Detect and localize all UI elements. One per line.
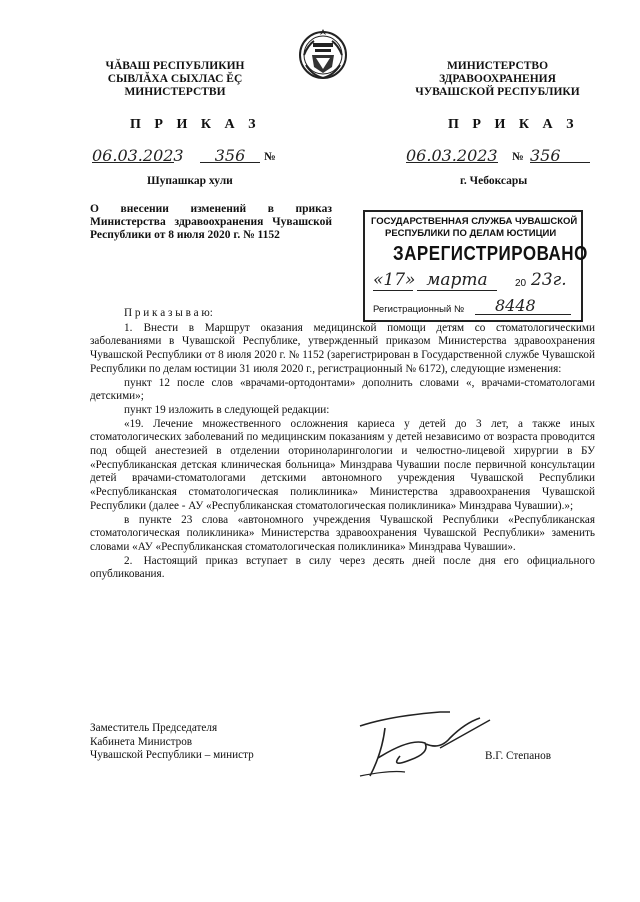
stamp-day: «17» — [373, 270, 416, 290]
signatory-position — [90, 722, 254, 763]
date-right: 06.03.2023 — [406, 146, 498, 165]
stamp-line-2: РЕСПУБЛИКИ ПО ДЕЛАМ ЮСТИЦИИ — [385, 228, 557, 239]
paragraph-2: пункт 12 после слов «врачами-ортодонтами» дополнить словами «, врачами-стоматологами детскими»; — [90, 376, 595, 403]
header-left-line-1: ЧĂВАШ РЕСПУБЛИКИН — [105, 60, 245, 72]
date-left-line — [92, 146, 184, 165]
header-right-line-3: ЧУВАШСКОЙ РЕСПУБЛИКИ — [415, 86, 580, 98]
handwritten-signature — [330, 698, 530, 783]
prikaz-title-right: П Р И К А З — [448, 117, 579, 132]
signatory-name: В.Г. Степанов — [485, 750, 552, 762]
header-left-line-3: МИНИСТЕРСТВИ — [124, 86, 226, 98]
header-right-line-1: МИНИСТЕРСТВО — [446, 60, 549, 72]
date-right-line — [406, 146, 498, 163]
number-right: 356 — [530, 146, 561, 165]
stamp-year-suffix: 23г. — [531, 270, 567, 290]
stamp-line-1: ГОСУДАРСТВЕННАЯ СЛУЖБА ЧУВАШСКОЙ — [371, 216, 578, 227]
header-right — [410, 60, 585, 99]
signatory-line-3: Чувашской Республики – министр — [90, 749, 254, 762]
signatory-line-2: Кабинета Министров — [90, 735, 193, 748]
document-body — [90, 307, 595, 582]
stamp-month: марта — [417, 270, 497, 291]
stamp-title: ЗАРЕГИСТРИРОВАНО — [393, 242, 588, 265]
paragraph-5: в пункте 23 слова «автономного учреждения Чувашской Республики «Республиканская стоматологическая поликлиника» Министерства здравоохранения Чувашской Республики» заменить словами «АУ «Республиканская стоматологическая поликлиника» Минздрава Чувашии». — [90, 513, 595, 553]
paragraph-3: пункт 19 изложить в следующей редакции: — [124, 403, 330, 416]
city-left: Шупашкар хули — [147, 175, 233, 187]
header-left — [95, 60, 255, 99]
paragraph-6: 2. Настоящий приказ вступает в силу через десять дней после дня его официального опубликования. — [90, 554, 595, 581]
stamp-reg-label: Регистрационный № — [373, 304, 465, 315]
header-left-line-2: СЫВЛĂХА СЫХЛАС ĔÇ — [107, 73, 243, 85]
date-left: 06.03.2023 — [92, 146, 184, 165]
registration-stamp — [363, 210, 588, 322]
number-right-line — [530, 146, 590, 163]
paragraph-1: 1. Внести в Маршрут оказания медицинской помощи детям со стоматологическими заболеваниями в Чувашской Республике, утвержденный приказом Министерства здравоохранения Чувашской Республики от 8 июля 2020 г. № 1152 (зарегистрирован в Государственной службе Чувашской Республики по делам юстиции 31 июля 2020 г., регистрационный № 6172), следующие изменения: — [90, 321, 595, 375]
signatory-line-1: Заместитель Председателя — [90, 722, 218, 734]
document-subject: О внесении изменений в приказ Министерства здравоохранения Чувашской Республики от 8 июля 2020 г. № 1152 — [90, 203, 332, 241]
prikazyvayu: П р и к а з ы в а ю: — [124, 307, 213, 319]
city-right: г. Чебоксары — [460, 175, 528, 187]
paragraph-4: «19. Лечение множественного осложнения кариеса у детей до 3 лет, а также иных стоматологических заболеваний по медицинским показаниям у детей независимо от возраста проводится под общей анестезией в отделении оториноларингологии и челюстно-лицевой хирургии в БУ «Республиканская детская клиническая больница» Минздрава Чувашии после первичной консультации детей врачами-стоматологами детскими автономного учреждения Чувашской Республики «Республиканская стоматологическая поликлиника» Министерства здравоохранения Чувашской Республики (далее - АУ «Республиканская стоматологическая поликлиника» Минздрава Чувашии).»; — [90, 417, 595, 512]
number-left-line — [200, 146, 260, 163]
stamp-year-prefix: 20 — [515, 278, 527, 289]
coat-of-arms-emblem — [298, 25, 348, 85]
stamp-reg-number: 8448 — [495, 296, 536, 315]
num-sign-left: № — [264, 151, 276, 163]
num-sign-right: № — [512, 151, 524, 163]
number-left: 356 — [214, 146, 246, 165]
header-right-line-2: ЗДРАВООХРАНЕНИЯ — [439, 73, 556, 85]
prikaz-title-left: П Р И К А З — [130, 117, 261, 132]
